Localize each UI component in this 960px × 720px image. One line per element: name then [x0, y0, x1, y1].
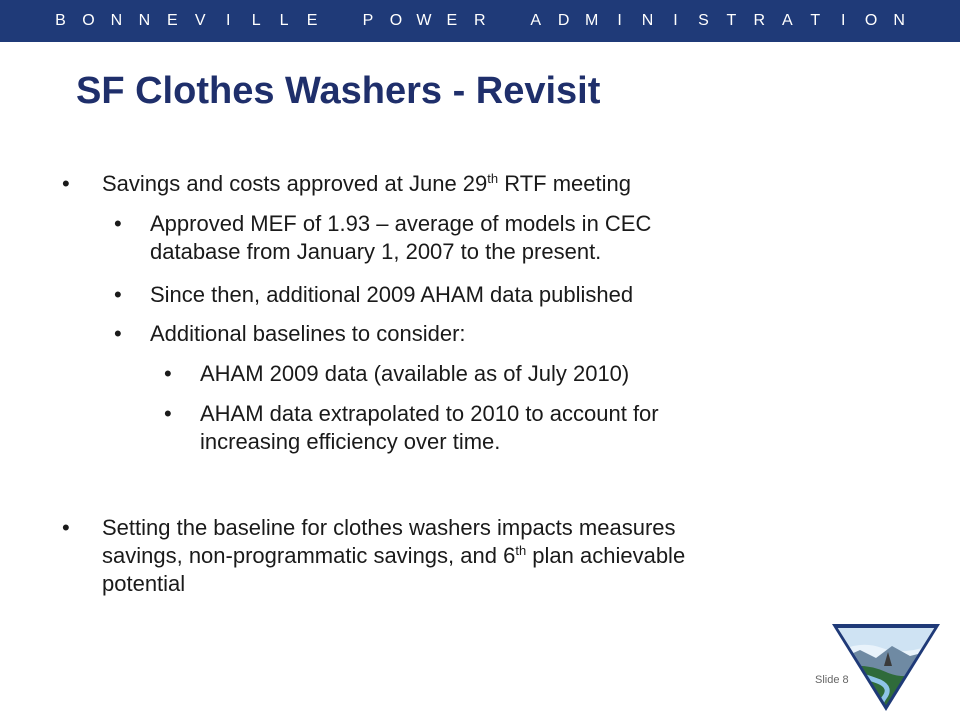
org-letter: I — [225, 12, 231, 29]
org-letter: I — [617, 12, 622, 29]
org-letter: E — [306, 12, 318, 29]
bullet-marker: • — [62, 515, 70, 540]
bullet-additional-data: Since then, additional 2009 AHAM data published — [150, 282, 634, 307]
bullet-marker: • — [62, 171, 70, 196]
bullet-savings-approved: Savings and costs approved at June 29th RTF meeting — [102, 171, 631, 196]
org-letter: N — [893, 12, 905, 29]
slide-number: Slide 8 — [815, 674, 849, 686]
bullet-aham-2009: AHAM 2009 data (available as of July 2010) — [200, 361, 630, 386]
bullet-aham-extrapolated: AHAM data extrapolated to 2010 to account for increasing efficiency over time. — [200, 401, 659, 454]
org-letter: I — [673, 12, 678, 29]
bpa-logo-icon — [830, 622, 942, 712]
org-letter: A — [781, 12, 793, 29]
org-letter: N — [110, 12, 123, 29]
org-letter: T — [726, 12, 737, 29]
org-letter: L — [279, 12, 289, 29]
org-letter: B — [55, 12, 66, 29]
slide-title: SF Clothes Washers - Revisit — [76, 70, 601, 112]
bullet-marker: • — [164, 361, 172, 386]
bullet-setting-baseline: Setting the baseline for clothes washers impacts measures savings, non-programmatic savings, and 6th plan achievable potential — [102, 515, 686, 596]
bullet-marker: • — [114, 282, 122, 307]
org-letter: E — [446, 12, 458, 29]
org-letter: N — [138, 12, 151, 29]
bullet-marker: • — [164, 401, 172, 426]
org-letter: E — [166, 12, 178, 29]
bullet-approved-mef: Approved MEF of 1.93 – average of models in CEC database from January 1, 2007 to the present. — [150, 211, 652, 264]
org-letter: A — [530, 12, 542, 29]
org-letter: P — [362, 12, 374, 29]
org-letter: W — [416, 12, 432, 29]
org-letter: T — [810, 12, 821, 29]
org-letter: R — [474, 12, 486, 29]
bullet-additional-baselines: Additional baselines to consider: — [150, 321, 466, 346]
bullet-marker: • — [114, 321, 122, 346]
org-letter: N — [641, 12, 654, 29]
org-letter: S — [698, 12, 709, 29]
org-letter: I — [840, 12, 846, 29]
org-letter: O — [864, 12, 878, 29]
org-letter: R — [753, 12, 766, 29]
org-letter: D — [557, 12, 570, 29]
bullet-marker: • — [114, 211, 122, 236]
org-letter: O — [389, 12, 403, 29]
org-letter: M — [584, 12, 599, 29]
org-letter: V — [194, 12, 206, 29]
org-letter: O — [82, 12, 95, 29]
org-letter: L — [251, 12, 261, 29]
